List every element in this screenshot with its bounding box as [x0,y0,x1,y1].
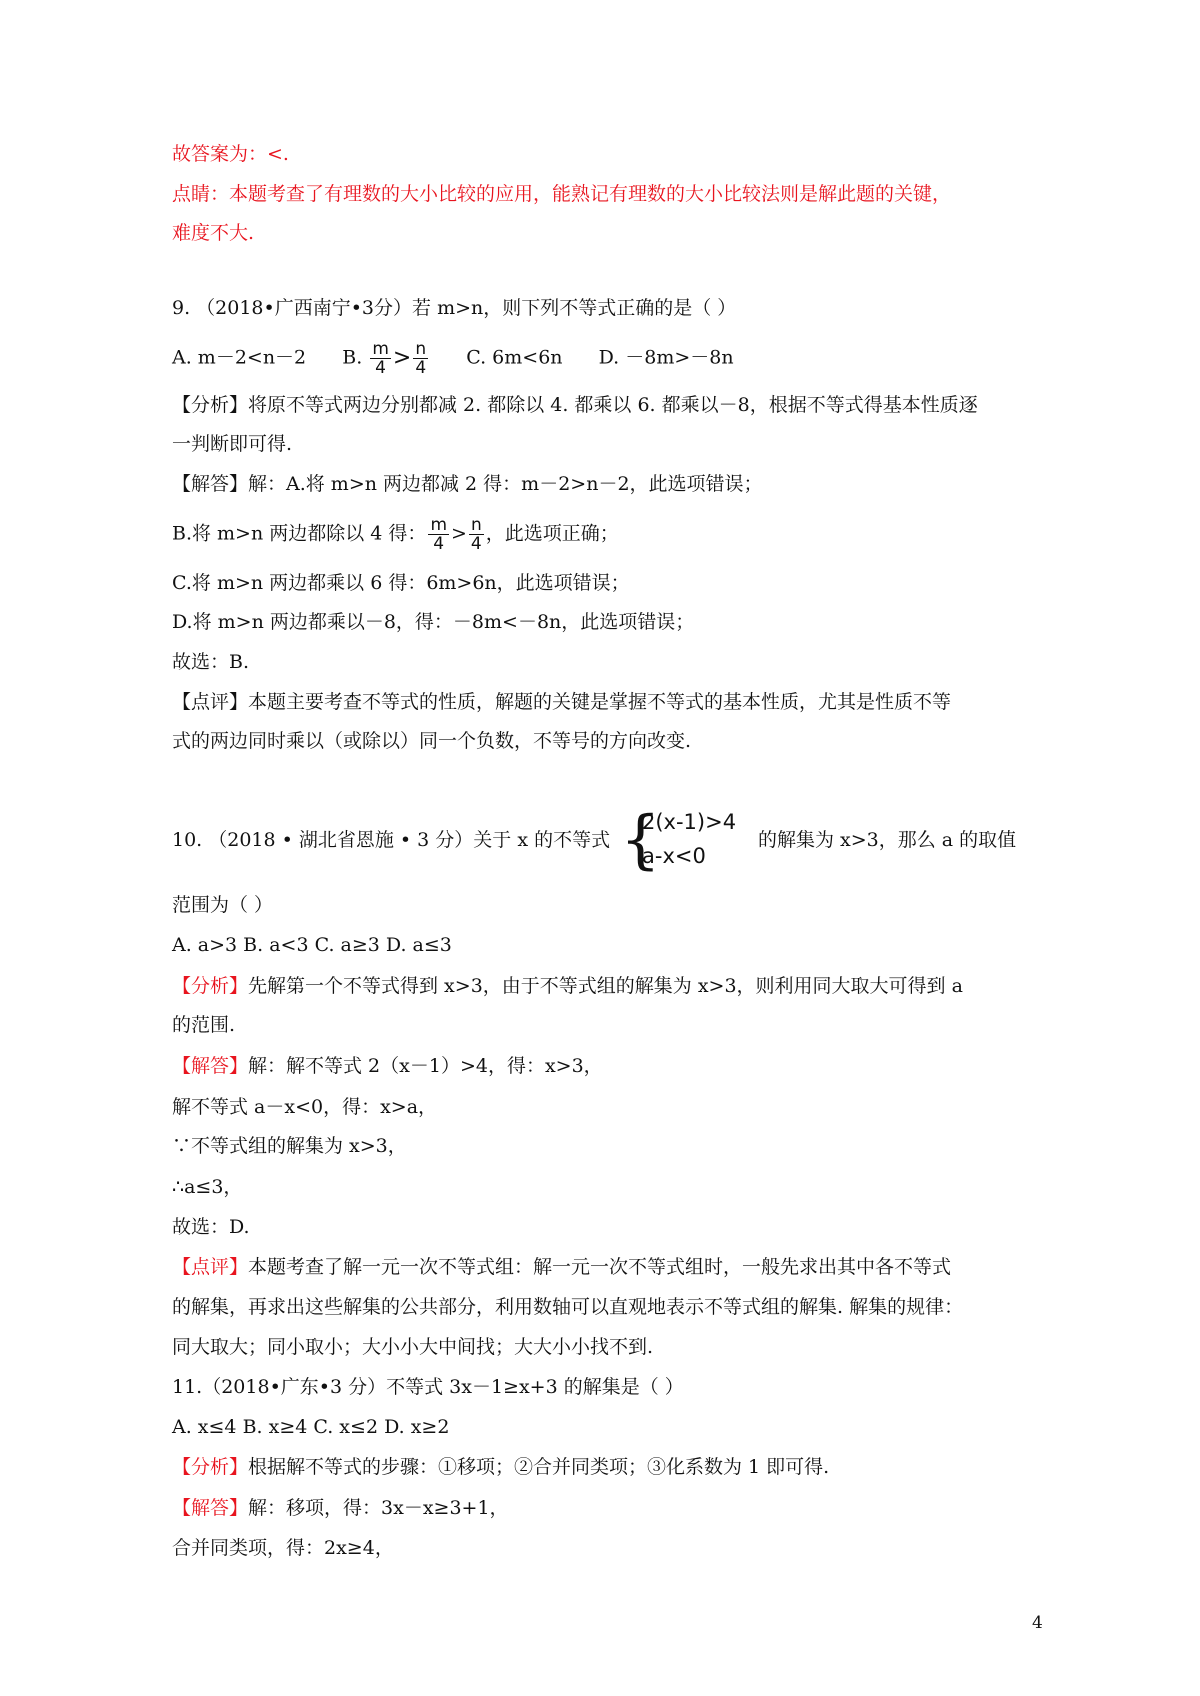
q9-solution-frac-n: $\frac{n}{4}$ [470,515,482,554]
q9-review-line2: 式的两边同时乘以（或除以）同一个负数，不等号的方向改变. [172,730,692,752]
q10-stem-suffix: 的解集为 x>3，那么 a 的取值 [758,829,1017,851]
left-brace-icon: { [620,803,661,877]
q10-choice: 故选：D. [172,1216,250,1238]
q10-stem-prefix: 10. （2018 • 湖北省恩施 • 3 分）关于 x 的不等式 [172,829,611,851]
q10-analysis-line2: 的范围. [172,1014,236,1036]
prev-comment-line2: 难度不大. [172,222,255,244]
q9-solution-frac-m: $\frac{m}{4}$ [430,515,447,554]
q9-option-b-prefix: B. [342,346,363,369]
q9-choice: 故选：B. [172,651,250,673]
q10-solution-line4: ∴a≤3， [172,1176,243,1198]
q9-solution-a: 【解答】解：A.将 m>n 两边都减 2 得：m－2>n－2，此选项错误； [172,473,763,495]
q10-solution-line1: 【解答】解：解不等式 2（x－1）>4，得：x>3， [172,1055,603,1077]
q10-solution-line3: ∵不等式组的解集为 x>3， [172,1135,407,1157]
q9-option-d: D. －8m>－8n [598,346,734,369]
q11-options: A. x≤4 B. x≥4 C. x≤2 D. x≥2 [172,1416,450,1438]
q9-option-b-frac-m: $\frac{m}{4}$ [372,339,389,378]
q9-options [172,340,734,377]
q9-option-a: A. m－2<n－2 [172,346,307,369]
q10-options: A. a>3 B. a<3 C. a≥3 D. a≤3 [172,934,452,956]
q10-inequality-system [618,803,758,877]
prev-comment-line1: 点睛：本题考查了有理数的大小比较的应用，能熟记有理数的大小比较法则是解此题的关键， [172,183,952,205]
q9-option-b-frac-n: $\frac{n}{4}$ [415,339,427,378]
greater-than-sign: > [392,345,412,371]
q11-solution-line1: 【解答】解：移项，得：3x－x≥3+1， [172,1497,509,1519]
q10-solution-line2: 解不等式 a－x<0，得：x>a， [172,1096,438,1118]
q10-review-line1: 【点评】本题考查了解一元一次不等式组：解一元一次不等式组时，一般先求出其中各不等式 [172,1256,952,1278]
q11-stem: 11.（2018•广东•3 分）不等式 3x－1≥x+3 的解集是（ ） [172,1376,684,1398]
q9-solution-c: C.将 m>n 两边都乘以 6 得：6m>6n，此选项错误； [172,572,630,594]
q9-analysis-line2: 一判断即可得. [172,433,293,455]
q9-solution-b: B.将 m>n 两边都除以 4 得： $\frac{m}{4}$ > $\frac{n}{4}$ ，此选项正确； [172,515,619,554]
q10-system-line2: a-x<0 [642,844,706,868]
q11-analysis: 【分析】根据解不等式的步骤：①移项；②合并同类项；③化系数为 1 即可得. [172,1456,830,1478]
prev-answer: 故答案为：<. [172,143,289,165]
q10-review-line2: 的解集，再求出这些解集的公共部分，利用数轴可以直观地表示不等式组的解集. 解集的规律： [172,1296,964,1318]
page-number: 4 [1032,1613,1043,1633]
q10-analysis-line1: 【分析】先解第一个不等式得到 x>3，由于不等式组的解集为 x>3，则利用同大取大可得到 a [172,975,963,997]
q10-review-line3: 同大取大；同小取小；大小小大中间找；大大小小找不到. [172,1336,654,1358]
q9-analysis-line1: 【分析】将原不等式两边分别都减 2. 都除以 4. 都乘以 6. 都乘以－8，根据不等式得基本性质逐 [172,394,978,416]
q9-stem: 9. （2018•广西南宁•3分）若 m>n，则下列不等式正确的是（ ） [172,297,737,319]
q9-option-c: C. 6m<6n [466,346,563,369]
q9-review-line1: 【点评】本题主要考查不等式的性质，解题的关键是掌握不等式的基本性质，尤其是性质不等 [172,691,952,713]
q9-solution-d: D.将 m>n 两边都乘以－8，得：－8m<－8n，此选项错误； [172,611,695,633]
q10-stem-line2: 范围为（ ） [172,894,274,916]
q10-system-line1: 2(x-1)>4 [642,810,737,834]
q11-solution-line2: 合并同类项，得：2x≥4， [172,1537,394,1559]
